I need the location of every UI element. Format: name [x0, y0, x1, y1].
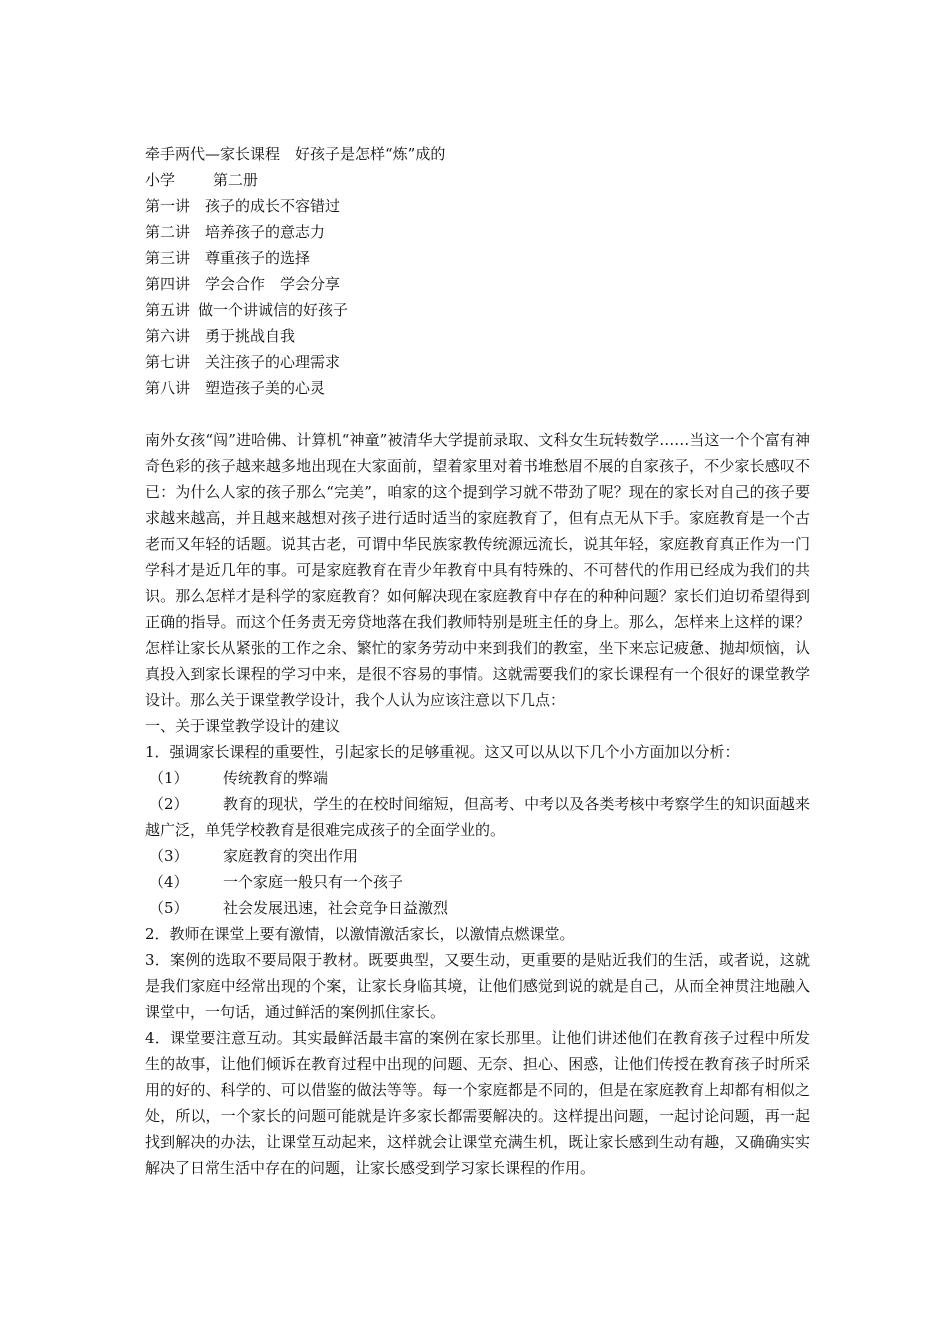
toc-title: 关注孩子的心理需求: [205, 353, 341, 371]
subpoint-text: 家庭教育的突出作用: [223, 847, 359, 865]
subpoint-number: （1）: [149, 769, 189, 787]
volume-label: 第二册: [213, 171, 259, 189]
toc-number: 第五讲: [145, 301, 191, 319]
toc-item: [145, 193, 810, 219]
toc-item: [145, 245, 810, 271]
toc-number: 第四讲: [145, 275, 191, 293]
toc-number: 第二讲: [145, 223, 191, 241]
subpoint: [145, 895, 810, 921]
toc-title: 尊重孩子的选择: [205, 249, 311, 267]
toc-title: 培养孩子的意志力: [205, 223, 326, 241]
toc-number: 第七讲: [145, 353, 191, 371]
toc-item: [145, 375, 810, 401]
subpoint-number: （2）: [149, 795, 189, 813]
section-heading: 一、关于课堂教学设计的建议: [145, 717, 341, 735]
subpoint: [145, 869, 810, 895]
toc-title: 勇于挑战自我: [205, 327, 296, 345]
subpoint-number: （3）: [149, 847, 189, 865]
subpoint-number: （5）: [149, 899, 189, 917]
intro-paragraph: 南外女孩“闯”进哈佛、计算机“神童”被清华大学提前录取、文科女生玩转数学……当这一个个富有神奇色彩的孩子越来越多地出现在大家面前，望着家里对着书堆愁眉不展的自家孩子，不少家长感叹不已：为什么人家的孩子那么“完美”，咱家的这个提到学习就不带劲了呢？现在的家长对自己的孩子要求越来越高，并且越来越想对孩子进行适时适当的家庭教育了，但有点无从下手。家庭教育是一个古老而又年轻的话题。说其古老，可谓中华民族家教传统源远流长，说其年轻，家庭教育真正作为一门学科才是近几年的事。可是家庭教育在青少年教育中具有特殊的、不可替代的作用已经成为我们的共识。那么怎样才是科学的家庭教育？如何解决现在家庭教育中存在的种种问题？家长们迫切希望得到正确的指导。而这个任务责无旁贷地落在我们教师特别是班主任的身上。那么，怎样来上这样的课？怎样让家长从紧张的工作之余、繁忙的家务劳动中来到我们的教室，坐下来忘记疲惫、抛却烦恼，认真投入到家长课程的学习中来，是很不容易的事情。这就需要我们的家长课程有一个很好的课堂教学设计。那么关于课堂教学设计，我个人认为应该注意以下几点：: [145, 431, 810, 709]
toc-item: [145, 323, 810, 349]
toc-number: 第八讲: [145, 379, 191, 397]
toc-item: [145, 297, 810, 323]
toc-title: 孩子的成长不容错过: [205, 197, 341, 215]
document-body: [145, 141, 810, 1181]
blank-line: [145, 401, 810, 427]
point-1: 1．强调家长课程的重要性，引起家长的足够重视。这又可以从以下几个小方面加以分析：: [145, 743, 740, 761]
toc-item: [145, 349, 810, 375]
subpoint: [145, 843, 810, 869]
point-2: 2．教师在课堂上要有激情，以激情激活家长，以激情点燃课堂。: [145, 925, 575, 943]
subpoint: [145, 765, 810, 791]
grade-label: 小学: [145, 171, 176, 189]
subpoint-text: 传统教育的弊端: [223, 769, 329, 787]
toc-number: 第一讲: [145, 197, 191, 215]
point-4: 4．课堂要注意互动。其实最鲜活最丰富的案例在家长那里。让他们讲述他们在教育孩子过程中所发生的故事，让他们倾诉在教育过程中出现的问题、无奈、担心、困惑，让他们传授在教育孩子时所采用的好的、科学的、可以借鉴的做法等等。每一个家庭都是不同的，但是在家庭教育上却都有相似之处，所以，一个家长的问题可能就是许多家长都需要解决的。这样提出问题，一起讨论问题，再一起找到解决的办法，让课堂互动起来，这样就会让课堂充满生机，既让家长感到生动有趣，又确确实实解决了日常生活中存在的问题，让家长感受到学习家长课程的作用。: [145, 1029, 810, 1177]
toc-item: [145, 271, 810, 297]
toc-number: 第三讲: [145, 249, 191, 267]
subpoint-text: 一个家庭一般只有一个孩子: [223, 873, 404, 891]
subpoint-number: （4）: [149, 873, 189, 891]
subpoint: [145, 791, 810, 843]
document-title: [145, 141, 810, 167]
toc-item: [145, 219, 810, 245]
subpoint-text: 教育的现状，学生的在校时间缩短，但高考、中考以及各类考核中考察学生的知识面越来越广泛，单凭学校教育是很难完成孩子的全面学业的。: [145, 795, 810, 839]
toc-number: 第六讲: [145, 327, 191, 345]
toc-title: 做一个讲诚信的好孩子: [198, 301, 349, 319]
point-3: 3．案例的选取不要局限于教材。既要典型，又要生动，更重要的是贴近我们的生活，或者说，这就是我们家庭中经常出现的个案，让家长身临其境，让他们感觉到说的就是自己，从而全神贯注地融入课堂中，一句话，通过鲜活的案例抓住家长。: [145, 951, 810, 1021]
subpoint-text: 社会发展迅速，社会竞争日益激烈: [223, 899, 449, 917]
title-part-1: 牵手两代—家长课程: [145, 145, 281, 163]
toc-title: 塑造孩子美的心灵: [205, 379, 326, 397]
grade-volume-line: [145, 167, 810, 193]
toc-title: 学会合作 学会分享: [205, 275, 341, 293]
title-part-2: 好孩子是怎样“炼”成的: [295, 145, 446, 163]
